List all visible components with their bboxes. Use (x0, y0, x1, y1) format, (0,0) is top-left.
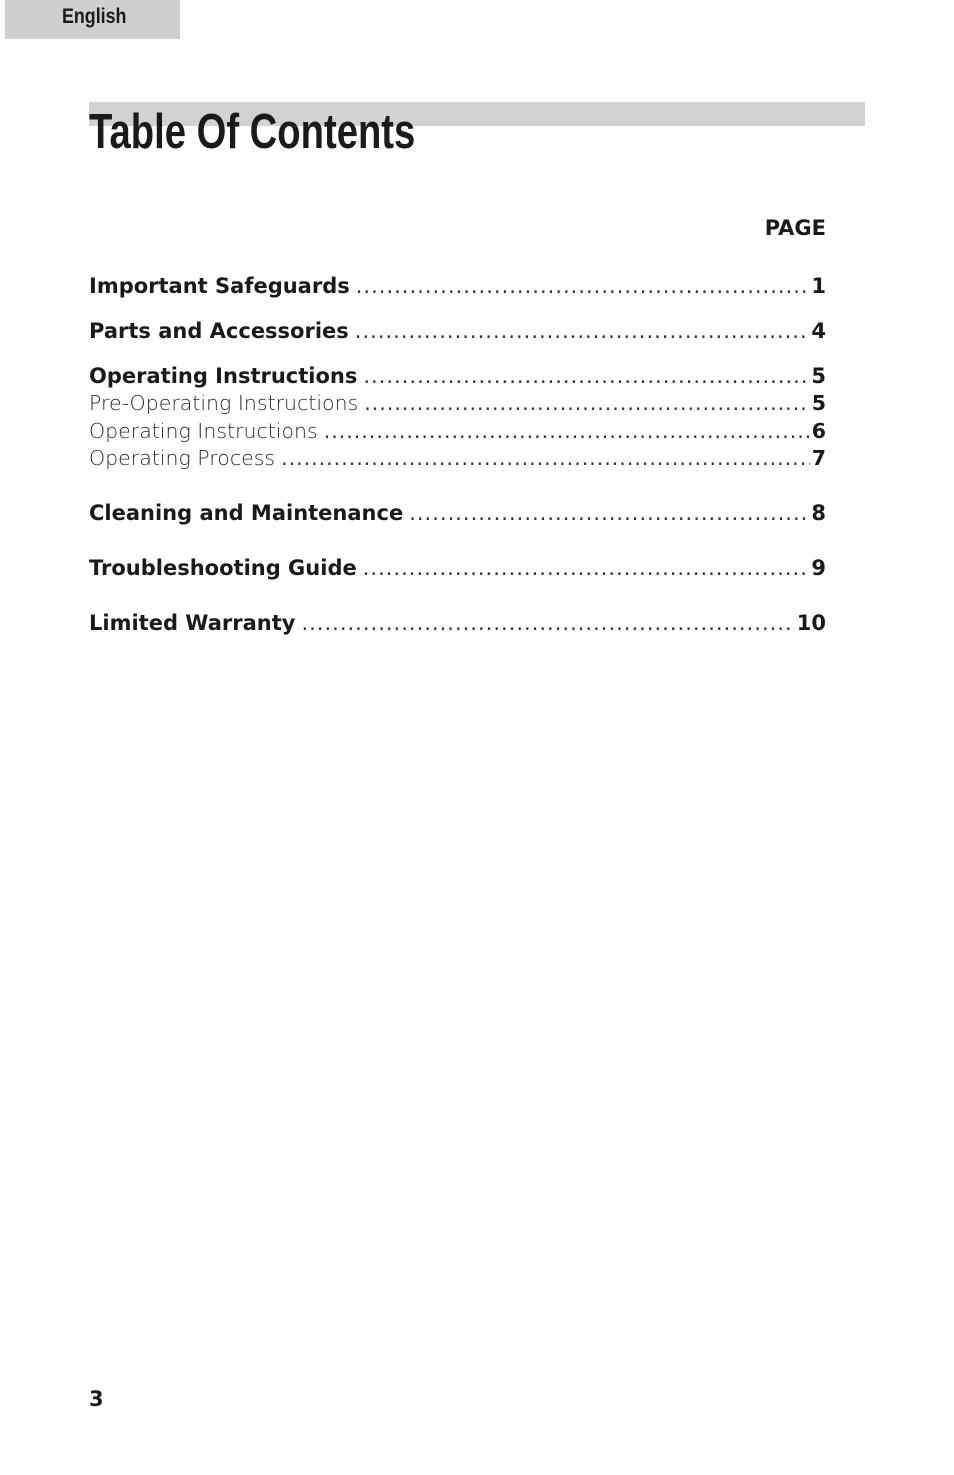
toc-entry-page: 8 (811, 501, 826, 525)
toc-entry-label: Operating Instructions (89, 419, 318, 443)
toc-entry-limited-warranty[interactable] (89, 610, 826, 636)
toc-entry-page: 9 (811, 556, 826, 580)
toc-entry-parts-and-accessories[interactable] (89, 318, 826, 344)
page-column-header: PAGE (764, 216, 826, 240)
toc-subentry-operating-process[interactable] (89, 445, 826, 471)
toc-entry-troubleshooting-guide[interactable] (89, 555, 826, 581)
toc-entry-label: Important Safeguards (89, 274, 350, 298)
dot-leader (363, 363, 809, 389)
toc-entry-label: Parts and Accessories (89, 319, 349, 343)
page-title: Table Of Contents (89, 105, 416, 159)
toc-entry-label: Operating Process (89, 446, 276, 470)
toc-entry-page: 6 (811, 419, 826, 443)
toc-entry-page: 4 (811, 319, 826, 343)
dot-leader (355, 318, 810, 344)
toc-entry-operating-instructions[interactable] (89, 363, 826, 389)
language-tab-label: English (62, 5, 127, 28)
toc-entry-important-safeguards[interactable] (89, 273, 826, 299)
dot-leader (409, 500, 809, 526)
toc-entry-label: Pre-Operating Instructions (89, 391, 359, 415)
dot-leader (301, 610, 794, 636)
toc-entry-label: Operating Instructions (89, 364, 358, 388)
dot-leader (364, 390, 809, 416)
toc-entry-page: 10 (796, 611, 826, 635)
toc-entry-page: 7 (811, 446, 826, 470)
dot-leader (356, 273, 810, 299)
toc-subentry-operating-instructions[interactable] (89, 418, 826, 444)
toc-entry-label: Cleaning and Maintenance (89, 501, 404, 525)
page-number: 3 (89, 1387, 104, 1411)
dot-leader (281, 445, 810, 471)
toc-entry-page: 1 (811, 274, 826, 298)
toc-entry-label: Limited Warranty (89, 611, 296, 635)
toc-entry-label: Troubleshooting Guide (89, 556, 357, 580)
toc-entry-page: 5 (811, 391, 826, 415)
dot-leader (324, 418, 810, 444)
language-tab (5, 0, 180, 39)
dot-leader (363, 555, 810, 581)
toc-entry-page: 5 (811, 364, 826, 388)
toc-entry-cleaning-and-maintenance[interactable] (89, 500, 826, 526)
toc-subentry-pre-operating-instructions[interactable] (89, 390, 826, 416)
